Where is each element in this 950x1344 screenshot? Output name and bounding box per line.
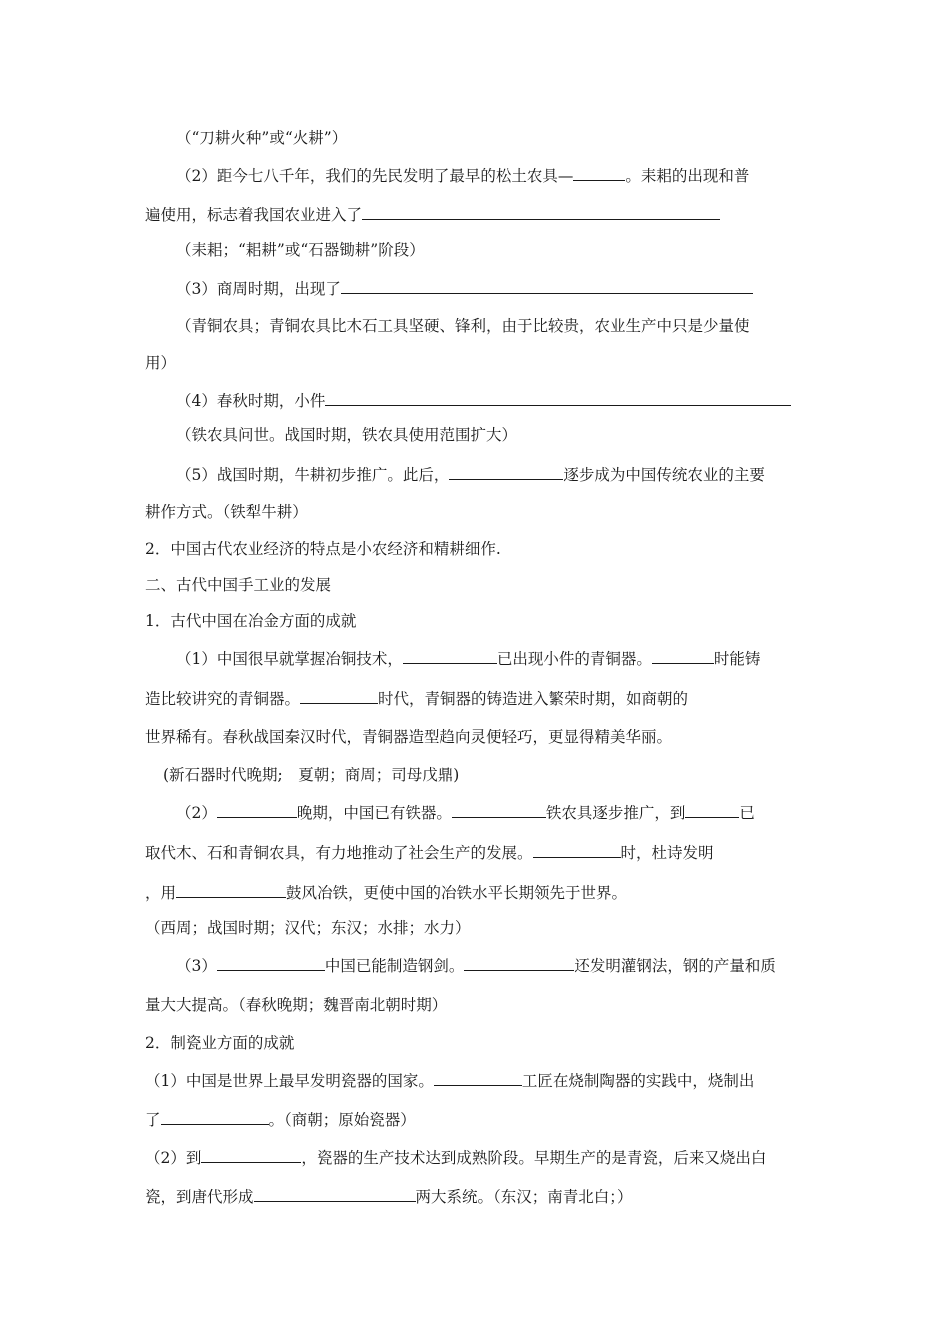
subheading-metallurgy: 1．古代中国在冶金方面的成就 xyxy=(145,612,357,630)
question-line-metal-2: （2） 晚期，中国已有铁器。 铁农具逐步推广，到 已 xyxy=(176,804,755,822)
answer-line-metal-3: 量大大提高。（春秋晚期；魏晋南北朝时期） xyxy=(145,996,448,1014)
fill-blank[interactable] xyxy=(685,802,739,818)
agriculture-feature: 2．中国古代农业经济的特点是小农经济和精耕细作. xyxy=(145,540,501,558)
question-line-4: （4）春秋时期，小件 xyxy=(176,390,791,411)
fill-blank[interactable] xyxy=(161,1109,269,1125)
question-line-2b: 遍使用，标志着我国农业进入了 xyxy=(145,204,720,225)
fill-blank[interactable] xyxy=(325,390,791,406)
fill-blank[interactable] xyxy=(533,842,621,858)
question-line-porcelain-1b: 了 。（商朝；原始瓷器） xyxy=(145,1111,416,1129)
question-line-metal-1: （1）中国很早就掌握冶铜技术， 已出现小件的青铜器。 时能铸 xyxy=(176,650,761,668)
question-line-3: （3）商周时期，出现了 xyxy=(176,278,753,299)
answer-line-5: 耕作方式。（铁犁牛耕） xyxy=(145,503,308,521)
answer-line-metal-1: (新石器时代晚期; 夏朝；商周；司母戊鼎) xyxy=(163,766,460,784)
question-line-porcelain-1: （1）中国是世界上最早发明瓷器的国家。 工匠在烧制陶器的实践中，烧制出 xyxy=(145,1072,755,1090)
fill-blank[interactable] xyxy=(217,955,325,971)
question-line-metal-2c: ，用 鼓风冶铁，更使中国的冶铁水平长期领先于世界。 xyxy=(145,884,628,902)
fill-blank[interactable] xyxy=(403,648,497,664)
fill-blank[interactable] xyxy=(201,1147,301,1163)
question-line-porcelain-2: （2）到 ，瓷器的生产技术达到成熟阶段。早期生产的是青瓷，后来又烧出白 xyxy=(145,1149,767,1167)
question-line-metal-1c: 世界稀有。春秋战国秦汉时代，青铜器造型趋向灵便轻巧，更显得精美华丽。 xyxy=(145,728,673,746)
fill-blank[interactable] xyxy=(217,802,297,818)
fill-blank[interactable] xyxy=(573,165,625,181)
question-line-metal-1b: 造比较讲究的青铜器。 时代，青铜器的铸造进入繁荣时期，如商朝的 xyxy=(145,690,689,708)
answer-line-metal-2: （西周；战国时期；汉代；东汉；水排；水力） xyxy=(145,919,471,937)
answer-line-1: （“刀耕火种”或“火耕”） xyxy=(176,129,348,147)
section-heading-handicraft: 二、古代中国手工业的发展 xyxy=(145,576,332,594)
question-line-porcelain-2b: 瓷，到唐代形成 两大系统。（东汉；南青北白；） xyxy=(145,1188,633,1206)
fill-blank[interactable] xyxy=(449,464,563,480)
question-line-metal-3: （3） 中国已能制造钢剑。 还发明灌钢法，钢的产量和质 xyxy=(176,957,776,975)
question-line-metal-2b: 取代木、石和青铜农具，有力地推动了社会生产的发展。 时，杜诗发明 xyxy=(145,844,714,862)
fill-blank[interactable] xyxy=(434,1070,522,1086)
fill-blank[interactable] xyxy=(652,648,714,664)
subheading-porcelain: 2．制瓷业方面的成就 xyxy=(145,1034,295,1052)
fill-blank[interactable] xyxy=(300,688,378,704)
answer-line-3: （青铜农具；青铜农具比木石工具坚硬、锋利，由于比较贵，农业生产中只是少量使 xyxy=(176,317,750,335)
fill-blank[interactable] xyxy=(362,204,720,220)
question-line-2: （2）距今七八千年，我们的先民发明了最早的松土农具— 。耒耜的出现和普 xyxy=(176,167,750,185)
answer-line-3b: 用） xyxy=(145,354,177,372)
answer-line-2: （耒耜；“耜耕”或“石器锄耕”阶段） xyxy=(176,241,425,259)
fill-blank[interactable] xyxy=(452,802,546,818)
fill-blank[interactable] xyxy=(176,882,286,898)
answer-line-4: （铁农具问世。战国时期，铁农具使用范围扩大） xyxy=(176,426,518,444)
fill-blank[interactable] xyxy=(464,955,574,971)
fill-blank[interactable] xyxy=(254,1186,416,1202)
question-line-5: （5）战国时期，牛耕初步推广。此后， 逐步成为中国传统农业的主要 xyxy=(176,466,765,484)
fill-blank[interactable] xyxy=(341,278,753,294)
